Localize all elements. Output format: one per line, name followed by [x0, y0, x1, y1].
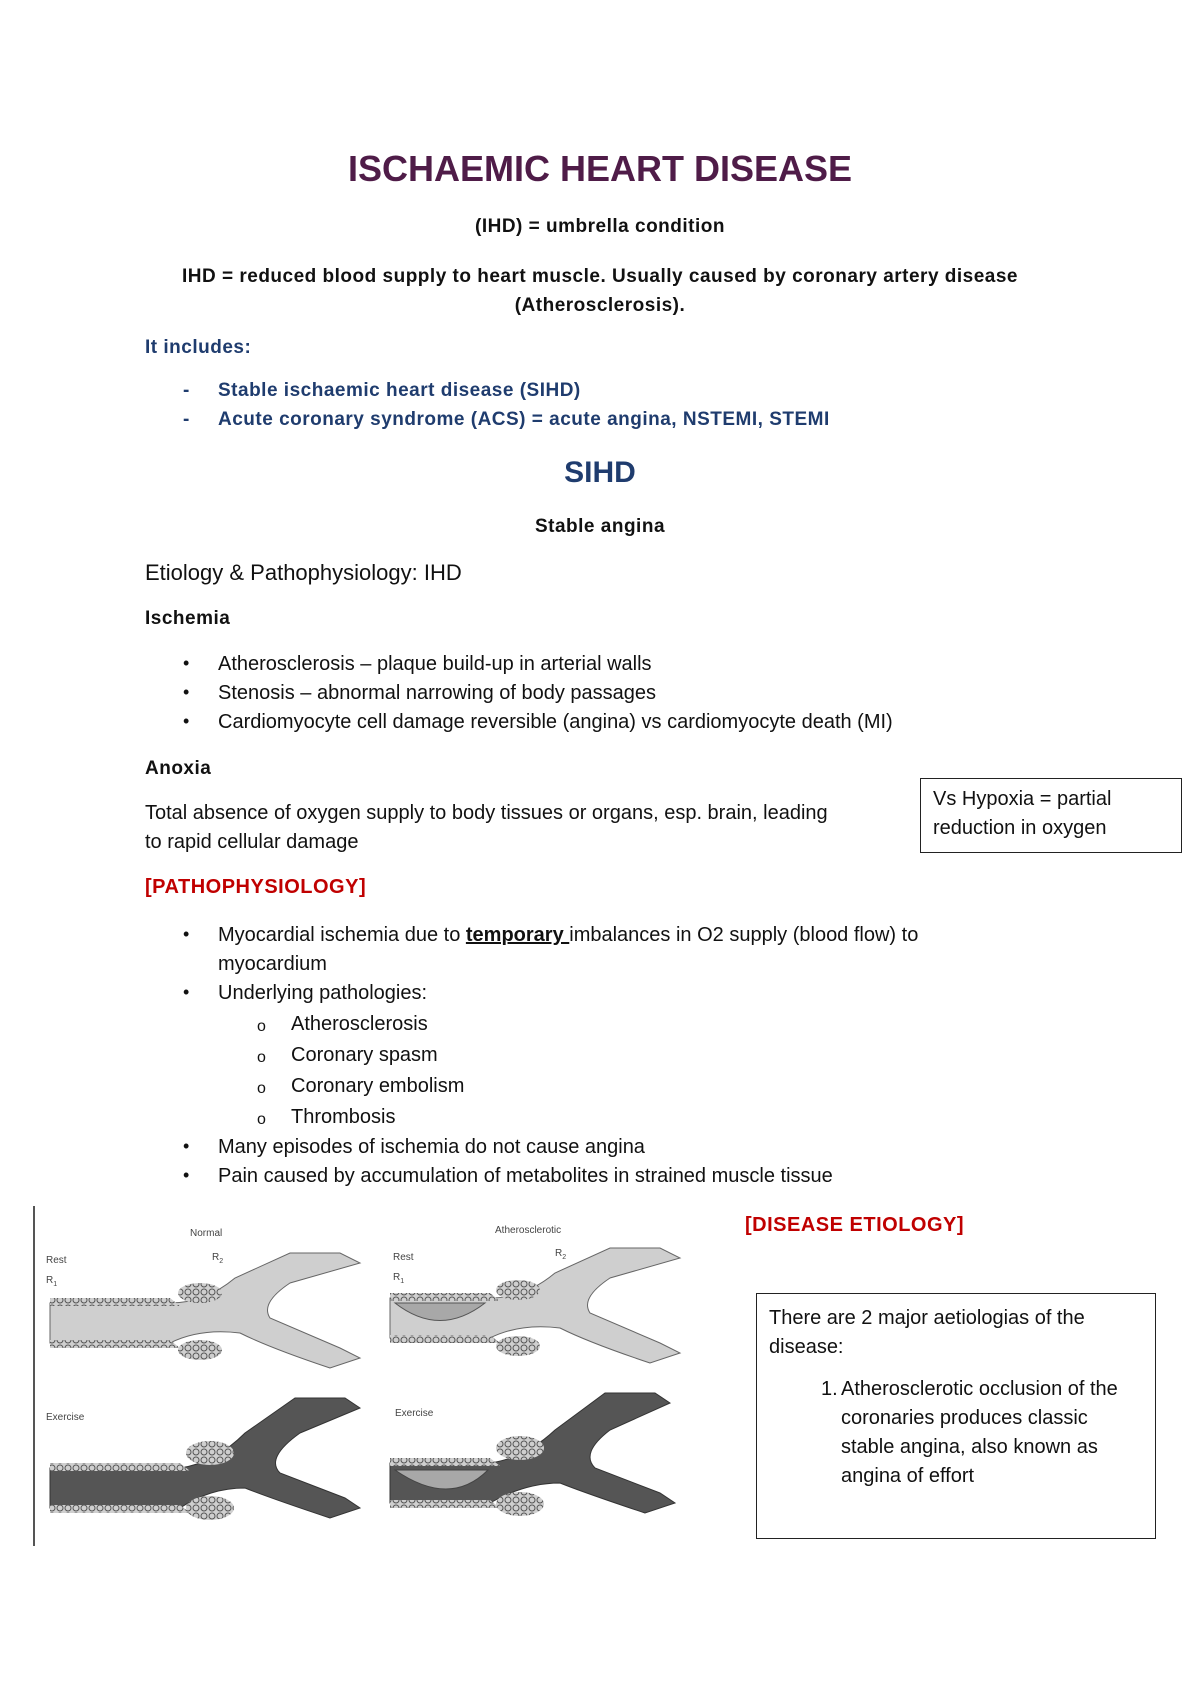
figure-label-exercise: Exercise — [395, 1408, 434, 1419]
anoxia-heading: Anoxia — [145, 758, 212, 779]
bullet-icon: • — [183, 924, 190, 944]
list-item-text: Stable ischaemic heart disease (SIHD) — [218, 380, 581, 401]
sub-bullet-icon: o — [257, 1018, 266, 1035]
list-item-text: Myocardial ischemia due to — [218, 924, 466, 946]
ischemia-heading: Ischemia — [145, 608, 231, 629]
pathophysiology-list — [145, 921, 1015, 1008]
sub-list-item — [145, 1071, 464, 1102]
list-item-text: Acute coronary syndrome (ACS) = acute angina, NSTEMI, STEMI — [218, 409, 830, 430]
list-item — [145, 979, 1015, 1008]
list-item-text: Atherosclerosis – plaque build-up in arterial walls — [218, 653, 652, 675]
figure-label-r2: $R_2$ — [212, 1252, 224, 1265]
list-item-text: Stenosis – abnormal narrowing of body passages — [218, 682, 657, 704]
list-item-text: Underlying pathologies: — [218, 982, 428, 1004]
list-item-text: Atherosclerosis — [291, 1013, 428, 1035]
section-subtitle: Stable angina — [534, 516, 666, 537]
dash-marker: - — [183, 409, 190, 430]
bullet-icon: • — [183, 711, 190, 731]
page-title: ISCHAEMIC HEART DISEASE — [347, 148, 853, 189]
definition-text: IHD = reduced blood supply to heart muscle. Usually caused by coronary artery disease (Atherosclerosis). — [181, 266, 1019, 316]
list-item — [145, 409, 830, 438]
list-item-text: Thrombosis — [291, 1106, 396, 1128]
page-subtitle: (IHD) = umbrella condition — [475, 216, 725, 237]
list-item-text: Atherosclerotic occlusion of the coronaries produces classic stable angina, also known as angina of effort — [841, 1378, 1118, 1487]
sub-list-item — [145, 1102, 464, 1133]
sub-bullet-icon: o — [257, 1049, 266, 1066]
disease-etiology-heading: [DISEASE ETIOLOGY] — [745, 1214, 965, 1236]
etiology-heading: Etiology & Pathophysiology: IHD — [145, 560, 462, 585]
bullet-icon: • — [183, 982, 190, 1002]
bullet-icon: • — [183, 653, 190, 673]
figure-label-r2: $R_2$ — [555, 1248, 567, 1261]
list-item-text: Coronary spasm — [291, 1044, 438, 1066]
sub-bullet-icon: o — [257, 1111, 266, 1128]
sub-list-item — [145, 1009, 464, 1040]
list-item-text: Many episodes of ischemia do not cause angina — [218, 1136, 645, 1158]
figure-label-rest: Rest — [393, 1252, 414, 1263]
list-item — [145, 1133, 833, 1162]
list-item-text: Coronary embolism — [291, 1075, 465, 1097]
figure-label-r1: $R_1$ — [393, 1272, 405, 1285]
includes-label: It includes: — [145, 337, 252, 358]
list-item-text: imbalances in O2 supply (blood flow) to myocardium — [218, 924, 919, 975]
hypoxia-note-box: Vs Hypoxia = partial reduction in oxygen — [920, 778, 1182, 853]
etiology-box — [756, 1293, 1156, 1539]
list-item — [145, 708, 893, 737]
bullet-icon: • — [183, 1136, 190, 1156]
list-item — [145, 380, 830, 409]
pathophysiology-list-cont — [145, 1133, 833, 1191]
figure-label-exercise: Exercise — [46, 1412, 85, 1423]
bullet-icon: • — [183, 1165, 190, 1185]
section-title: SIHD — [564, 456, 636, 489]
list-item-text: Pain caused by accumulation of metabolites in strained muscle tissue — [218, 1165, 833, 1187]
bullet-icon: • — [183, 682, 190, 702]
emphasis-text: temporary — [465, 924, 570, 946]
sub-list-item — [145, 1040, 464, 1071]
ischemia-list — [145, 650, 893, 737]
list-item — [145, 679, 893, 708]
list-item — [145, 921, 1015, 979]
figure-left-rule — [33, 1206, 35, 1546]
list-number: 1. — [821, 1378, 838, 1400]
figure-label-normal: Normal — [190, 1228, 223, 1239]
coronary-artery-figure — [40, 1208, 720, 1548]
etiology-intro: There are 2 major aetiologias of the disease: — [769, 1307, 1085, 1358]
figure-label-r1: $R_1$ — [46, 1275, 58, 1288]
list-item — [145, 650, 893, 679]
list-item — [145, 1162, 833, 1191]
list-item-text: Cardiomyocyte cell damage reversible (angina) vs cardiomyocyte death (MI) — [218, 711, 893, 733]
figure-label-rest: Rest — [46, 1255, 67, 1266]
includes-list — [145, 380, 830, 438]
sub-bullet-icon: o — [257, 1080, 266, 1097]
list-item — [769, 1375, 1143, 1491]
dash-marker: - — [183, 380, 190, 401]
pathophysiology-heading: [PATHOPHYSIOLOGY] — [145, 876, 367, 898]
pathologies-sublist — [145, 1009, 464, 1133]
figure-label-atherosclerotic: Atherosclerotic — [495, 1225, 562, 1236]
anoxia-text: Total absence of oxygen supply to body tissues or organs, esp. brain, leading to rapid cellular damage — [145, 802, 828, 853]
